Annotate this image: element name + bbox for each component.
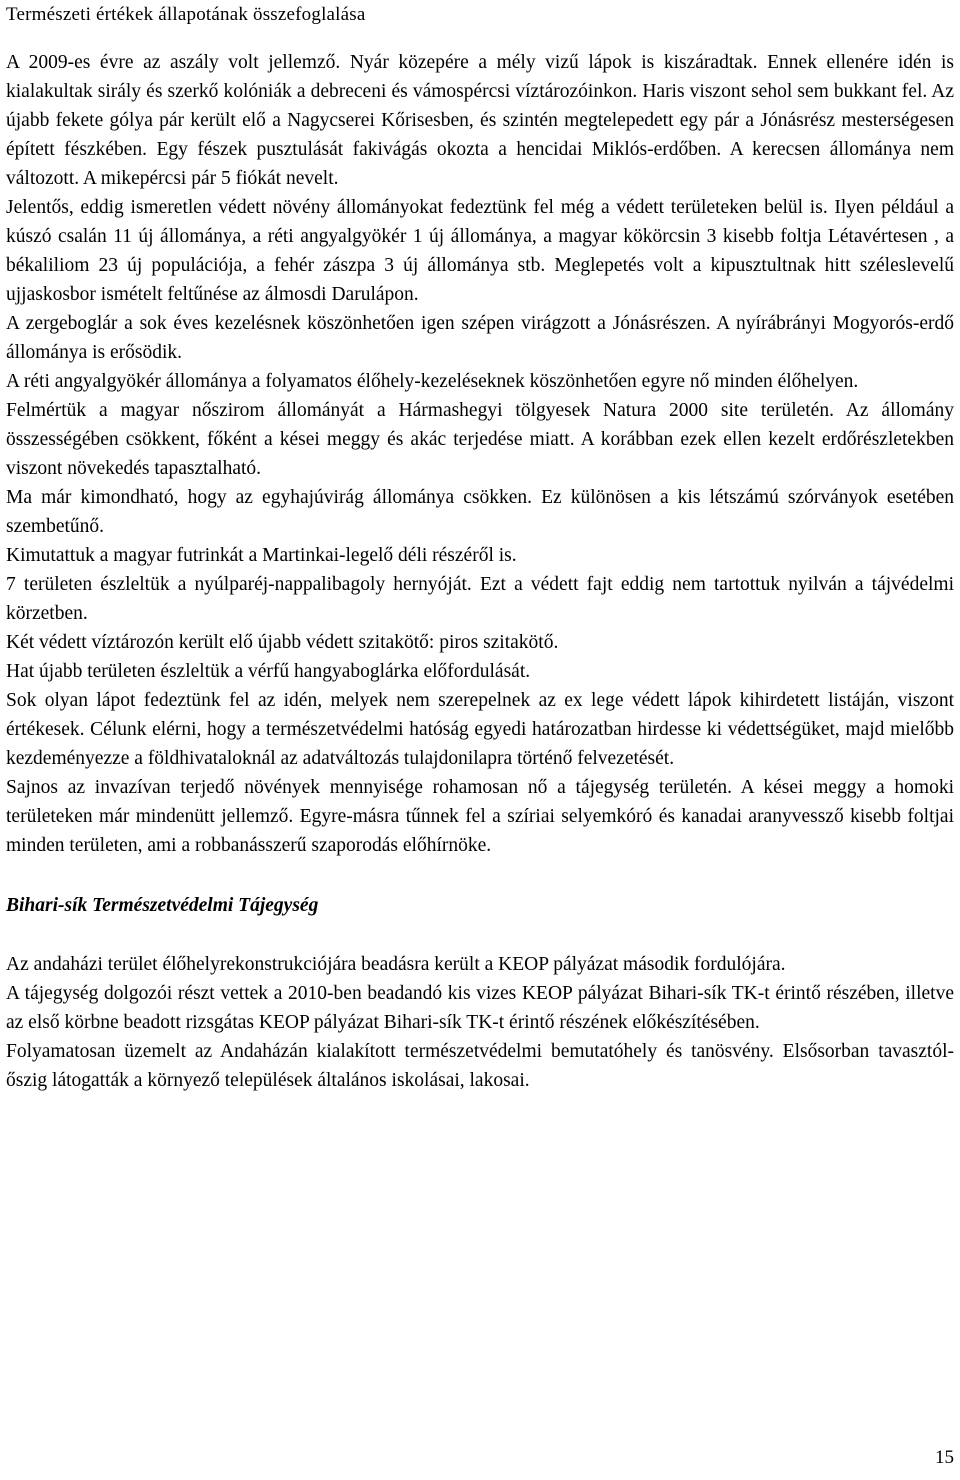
section-paragraph-keop: A tájegység dolgozói részt vettek a 2010-ben beadandó kis vizes KEOP pályázat Bihari-sík TK-t érintő részében, illetve az első körbne beadott rizsgátas KEOP pályázat Bihari-sík TK-t érintő részének előkészítésében.: [6, 983, 954, 1033]
paragraph-futrinka: Kimutattuk a magyar futrinkát a Martinkai-legelő déli részéről is.: [6, 545, 517, 566]
page-number: 15: [935, 1447, 954, 1468]
section-title: Bihari-sík Természetvédelmi Tájegység: [6, 895, 319, 916]
paragraph-hangyaboglarka: Hat újabb területen észleltük a vérfű hangyaboglárka előfordulását.: [6, 661, 531, 682]
paragraph-angyalgyoker: A réti angyalgyökér állománya a folyamatos élőhely-kezeléseknek köszönhetően egyre nő minden élőhelyen.: [6, 371, 859, 392]
document-page: [6, 0, 954, 1095]
paragraph-egyhajuvirag: Ma már kimondható, hogy az egyhajúvirág állománya csökken. Ez különösen a kis létszámú szórványok esetében szembetűnő.: [6, 487, 954, 537]
paragraph-invaziv: Sajnos az invazívan terjedő növények mennyisége rohamosan nő a tájegység területén. A kései meggy a homoki területeken már mindenütt jellemző. Egyre-másra tűnnek fel a szíriai selyemkóró és kanadai aranyvessző kisebb foltjai minden területen, ami a robbanásszerű szaporodás előhírnöke.: [6, 777, 954, 856]
paragraph-plants: Jelentős, eddig ismeretlen védett növény állományokat fedeztünk fel még a védett területeken belül is. Ilyen például a kúszó csalán 11 új állománya, a réti angyalgyökér 1 új állománya, a magyar kökörcsin 3 kisebb foltja Létavértesen , a békaliliom 23 új populációja, a fehér zászpa 3 új állománya stb. Meglepetés volt a kipusztultnak hitt széleslevelű ujjaskosbor ismételt feltűnése az álmosdi Darulápon.: [6, 197, 954, 305]
section-paragraph-andahaza: Az andaházi terület élőhelyrekonstrukciójára beadásra került a KEOP pályázat második fordulójára.: [6, 954, 786, 975]
paragraph-zergeboglar: A zergeboglár a sok éves kezelésnek köszönhetően igen szépen virágzott a Jónásrészen. A nyírábrányi Mogyorós-erdő állománya is erősödik.: [6, 313, 954, 363]
paragraph-nyulparej: 7 területen észleltük a nyúlparéj-nappalibagoly hernyóját. Ezt a védett fajt eddig nem tartottuk nyilván a tájvédelmi körzetben.: [6, 574, 954, 624]
section-paragraph-tanosveny: Folyamatosan üzemelt az Andaházán kialakított természetvédelmi bemutatóhely és tanösvény. Elsősorban tavasztól-őszig látogatták a környező települések általános iskolásai, lakosai.: [6, 1041, 954, 1091]
document-title: Természeti értékek állapotának összefoglalása: [6, 4, 366, 25]
paragraph-lapok: Sok olyan lápot fedeztünk fel az idén, melyek nem szerepelnek az ex lege védett lápok kihirdetett listáján, viszont értékesek. Célunk elérni, hogy a természetvédelmi hatóság egyedi határozatban hirdesse ki védettségüket, majd mielőbb kezdeményezze a földhivataloknál az adatváltozás tulajdonilapra történő felvezetését.: [6, 690, 954, 769]
paragraph-birds: A 2009-es évre az aszály volt jellemző. Nyár közepére a mély vizű lápok is kiszáradtak. Ennek ellenére idén is kialakultak sirály és szerkő kolóniák a debreceni és vámospércsi víztározóinkon. Haris viszont sehol sem bukkant fel. Az újabb fekete gólya pár került elő a Nagycserei Kőrisesben, és szintén megtelepedett egy pár a Jónásrész mesterségesen épített fészkében. Egy fészek pusztulását fakivágás okozta a hencidai Miklós-erdőben. A kerecsen állománya nem változott. A mikepércsi pár 5 fiókát nevelt.: [6, 52, 954, 189]
paragraph-szitakoto: Két védett víztározón került elő újabb védett szitakötő: piros szitakötő.: [6, 632, 559, 653]
paragraph-noszirom: Felmértük a magyar nőszirom állományát a Hármashegyi tölgyesek Natura 2000 site területén. Az állomány összességében csökkent, főként a kései meggy és akác terjedése miatt. A korábban ezek ellen kezelt erdőrészletekben viszont növekedés tapasztalható.: [6, 400, 954, 479]
